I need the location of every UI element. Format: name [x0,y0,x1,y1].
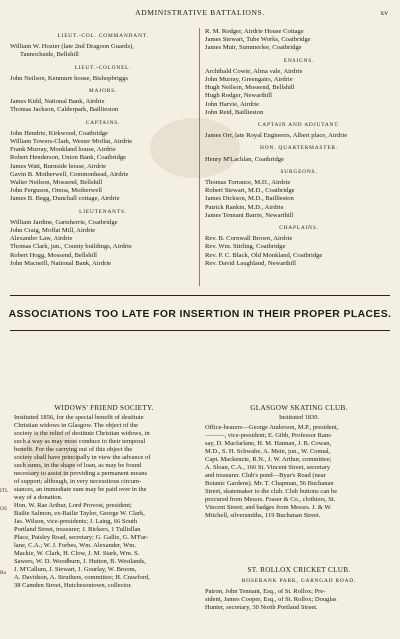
officer-entry: John Ferguson, Omoa, Motherwell [10,187,103,195]
officer-entry: Henry M'Lachlan, Coatbridge [205,155,285,163]
officer-entry: Alexander Law, Airdrie [10,235,73,243]
rollox-club-subtitle: ROSEBANK PARK, GARNGAD ROAD. [241,578,357,585]
rollox-club-entry [205,566,393,612]
text-line: society shall have principally in view the advance of [14,454,151,462]
text-line: Office-bearers—George Anderson, M.P., president, [205,424,339,432]
officers-list-left [10,28,196,268]
text-line: Capt. Mackenzie, R.N., J. W. Arthur, committee; [205,456,332,464]
officer-entry: William Towers-Clark, Wester Moffat, Airdrie [10,138,133,146]
officer-entry: James Watt, Burnside house, Airdrie [10,162,107,170]
officer-entry: John Harvie, Airdrie [205,100,260,108]
text-line: necessary to assist in providing a permanent means [14,470,148,478]
officer-entry: John Murray, Greengairs, Airdrie [205,76,293,84]
widows-society-title: WIDOWS' FRIEND SOCIETY. [54,404,154,412]
section-banner: ASSOCIATIONS TOO LATE FOR INSERTION IN THEIR PROPER PLACES. [8,309,392,320]
section-heading: SURGEONS. [280,168,318,175]
section-heading: ENSIGNS. [283,57,315,64]
section-heading: LIEUT.-COLONEL. [74,64,132,71]
text-line: of support; although, in very necessitous circum- [14,478,142,486]
text-line: A. Sloan, C.A., 166 St. Vincent Street, secretary [205,464,331,472]
margin-note: OS [0,506,7,512]
officer-entry: Robert Stewart, M.D., Coatbridge [205,187,295,195]
officer-entry: James B. Begg, Dunchall cottage, Airdrie [10,195,120,203]
officer-entry: John Macneill, National Bank, Airdrie [10,259,112,267]
officer-entry: Hugh Neilson, Mossend, Bellshill [205,84,295,92]
section-heading: CAPTAINS. [85,119,121,126]
text-line: Botanic Gardens). Mr. T. Chapman, 56 Buchanan [205,480,334,488]
officer-entry: William Jardine, Gartsherrie, Coatbridge [10,218,118,226]
text-line: Bailie Salmon, ex-Bailie Taylor, George W. Clark, [14,510,145,518]
text-line: Sawers, W. D. Woodburn, J. Hutton, B. Westlands, [14,558,146,566]
skating-club-entry [205,404,393,520]
officer-entry: Gavin B. Motherwell, Commonhead, Airdrie [10,170,129,178]
running-header: ADMINISTRATIVE BATTALIONS. [135,8,265,17]
officer-entry: James Kidd, National Bank, Airdrie [10,98,105,106]
officer-entry: Robert Hogg, Mossend, Bellshill [10,251,98,259]
text-line: stances, an immediate sum may be paid over in the [14,486,147,494]
text-line: Instituted 1856, for the special benefit of destitute [14,414,144,422]
section-heading: CAPTAIN AND ADJUTANT. [257,122,341,129]
officer-entry: James Dickson, M.D., Baillieston [205,195,294,203]
officer-entry: James Muir, Summerlee, Coatbridge [205,44,302,52]
skating-club-subtitle: Instituted 1830. [278,414,320,422]
widows-society-entry [14,404,194,590]
text-line: lane, C.A.; W. J. Forbes, Wm. Alexander, Wm. [14,542,136,550]
text-line: Hunter, secretary, 30 North Portland Street. [205,604,318,612]
officer-entry: John Hendrie, Kirkwood, Coatbridge [10,129,108,137]
page-number: xv [380,8,388,17]
officer-entry: Rev. Wm. Stirling, Coatbridge [205,243,286,251]
officer-entry: William W. Hozier (late 2nd Dragoon Guards), [10,43,134,51]
officer-entry: Tannochside, Bellshill [20,51,79,59]
text-line: Portland Street, treasurer; J. Bickers, 1 Tullisllan [14,526,141,534]
officer-entry: Walter Neilson, Mossend, Bellshill [10,179,103,187]
officer-entry: James Orr, late Royal Engineers, Albert place, Airdrie [205,132,348,140]
rollox-club-text [205,588,393,612]
column-divider [199,28,200,286]
text-line: Christian widows in Glasgow. The object of the [14,422,139,430]
rollox-club-title: ST. ROLLOX CRICKET CLUB. [247,566,351,574]
text-line: Mitchell, silversmiths, 119 Buchanan Street. [205,512,321,520]
section-heading: MAJORS. [88,88,118,95]
officer-entry: Patrick Rankin, M.D., Airdrie [205,203,284,211]
section-heading: CHAPLAINS. [279,225,319,232]
text-line: way of a donation. [14,494,63,502]
skating-club-title: GLASGOW SKATING CLUB. [250,404,348,412]
text-line: benefit. For the carrying out of this object the [14,446,133,454]
text-line: such a way as may most conduce to their temporal [14,438,146,446]
text-line: procured from Messrs. Fraser & Co., clothiers, St. [205,496,336,504]
officer-entry: Rev. P. C. Black, Old Monkland, Coatbridge [205,251,323,259]
officer-entry: R. M. Rodger, Airdrie House Cottage [205,28,304,35]
text-line: sident, James Cooper, Esq., of St. Rollox; Douglas [205,596,337,604]
text-line: Patron, John Tennant, Esq., of St. Rollox; Pre- [205,588,326,596]
text-line: Jas. Wilson, vice-presidents; J. Laing, 66 South [14,518,138,526]
section-heading: LIEUT.-COL. COMMANDANT. [57,33,149,39]
text-line: Mackie, W. Clark, H. Clow, J. M. Stark, Wm. S. [14,550,140,558]
text-line: A. Davidson, A. Struthers, committee; H. Crawford, [14,574,150,582]
text-line: Vincent Street; and badges from Messrs. J. & W. [205,504,332,512]
margin-note: ITL [0,488,9,494]
officer-entry: Archibald Cowie, Alma vale, Airdrie [205,67,303,75]
text-line: M.D., S. H. Schwabe, A. Mein, jun., W. Connal, [205,448,331,456]
text-line: Street, skatemaker to the club. Club buttons can be [205,488,338,496]
officer-entry: James Stewart, Tube Works, Coatbridge [205,36,311,44]
margin-note: Ro [0,570,7,576]
officer-entry: Robert Henderson, Union Bank, Coatbridge [10,154,127,162]
officer-entry: John Neilson, Kenmure house, Bishopbriggs [10,74,128,82]
officer-entry: Rev. B. Cornwall Brown, Airdrie [205,235,293,243]
officers-list-right [205,28,393,268]
section-heading: HON. QUARTERMASTER. [260,145,338,152]
text-line: 38 Camden Street, Hutchesontown, collector. [14,582,132,590]
text-line: J. M'Callum, J. Stewart, J. Gourlay, W. Broom, [14,566,137,574]
widows-society-text [14,414,194,590]
text-line: say, D. Macfarlane, H. M. Hannan, J. B. Cowan, [205,440,332,448]
text-line: ———, vice-president; E. Gibb, Professor Ram- [205,432,333,440]
section-rule-top [10,295,390,296]
officer-entry: Hugh Rodger, Newarthill [205,92,272,100]
officer-entry: Frank Murray, Monkland house, Airdrie [10,146,116,154]
text-line: Hon. W. Rae Arthur, Lord Provost, president; [14,502,132,510]
text-line: society is the relief of destitute Christian widows, in [14,430,150,438]
text-line: such sums, in the shape of loan, as may be found [14,462,142,470]
text-line: and treasurer. Club's pond—Byar's Road (near [205,472,326,480]
officer-entry: Thomas Clark, jun., County buildings, Airdrie [10,243,132,251]
section-rule-bottom [10,330,390,331]
text-line: Place, Paisley Road, secretary; G. Gallie, G. M'Far- [14,534,149,542]
officer-entry: John Reid, Baillieston [205,108,264,116]
section-heading: LIEUTENANTS. [79,208,127,215]
officer-entry: Thomas Torrance, M.D., Airdrie [205,179,291,187]
officer-entry: Rev. David Laughland, Newarthill [205,259,296,267]
officer-entry: James Tennant Barrie, Newarthill [205,211,294,219]
skating-club-text [205,424,393,520]
officer-entry: Thomas Jackson, Calderpark, Baillieston [10,106,119,114]
officer-entry: John Craig, Moffat Mill, Airdrie [10,227,96,235]
